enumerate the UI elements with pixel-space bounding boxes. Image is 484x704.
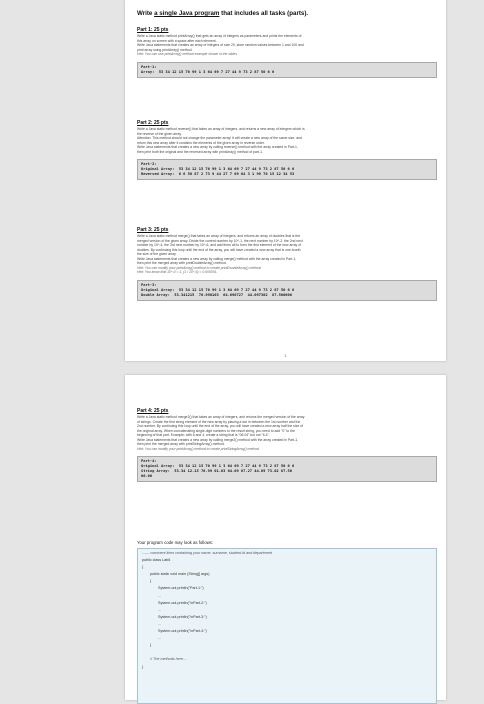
output-line: Double Array: 53.341215 76.990103 64.690727 44.097302 87.500606 [141, 292, 292, 297]
code-line: public static void main (String[] args) [150, 572, 210, 577]
code-line [142, 649, 432, 656]
code-line: ... [158, 593, 162, 598]
instruction-line: Hint: You can use printArray() method example shown in the slides [137, 52, 238, 56]
code-line: public class Lab6 [142, 558, 171, 563]
instruction-line: Hint: You can modify your printArray() method to create printStringArray() method [137, 446, 259, 451]
part-3-section [137, 227, 437, 301]
code-line: ------ comment lines containing your name, surname, student-id and department [142, 551, 272, 555]
part-1-section [137, 27, 437, 78]
code-line: } [150, 643, 152, 648]
output-line: Part-1: [141, 64, 157, 69]
instruction-line: print array using printArray() method. [137, 47, 193, 52]
code-line: // The methods here.... [150, 657, 188, 662]
instruction-line: number by 10^-4, the 3rd next number by 10^-6, and add them all to form the first element of the new array of [137, 243, 301, 247]
sample-output-box [137, 456, 437, 482]
instruction-line: Write a Java static method merge() that takes an array of integers, and returns an array of doubles that is the [137, 234, 301, 238]
code-line: ... [158, 607, 162, 612]
instruction-line: Hint: You know that 10^-0 = 1, (1 / 10^-6) = 0.000001. [137, 270, 218, 274]
instruction-line: of strings. Create the first string element of the new array by placing a dot in between the 1st number and the [137, 419, 301, 424]
code-line: } [142, 664, 144, 669]
instruction-line: Write Java statements that creates a new array by calling merge2() method with the array created in Part-1, [137, 437, 299, 442]
output-line: Original Array: 53 34 12 15 76 99 1 3 64 69 7 27 44 9 73 2 87 50 6 6 [141, 464, 295, 468]
output-line: String Array: 53.34 12.15 76.99 01.03 64.69 07.27 44.09 73.02 87.50 [141, 469, 292, 473]
instruction-line: Hint: You can modify your printArray() method to create printDoubleArray() method [137, 265, 261, 270]
part-2-section [137, 120, 437, 180]
instruction-line: beginning of that part. Example: with 6 and 4, create a string that is "06.04" but not "6.4". [137, 433, 270, 437]
instruction-line: then print both the original and the reversed array with printArray() method of part-1. [137, 149, 263, 154]
sample-output-box [137, 280, 437, 301]
output-line: Part-4: [141, 459, 157, 463]
instruction-line: Write a Java static method printArray() that gets an array of integers as parameters and prints the elements of [137, 34, 302, 38]
code-example-box [137, 548, 437, 704]
part-heading: Part 3: 25 pts [137, 227, 169, 233]
instruction-line: then print the merged array with printDoubleArray() method. [137, 261, 227, 265]
document-page-1 [125, 0, 446, 361]
output-line: Reversed Array: 6 6 50 87 2 73 9 44 27 7 69 64 3 1 99 76 15 12 34 53 [141, 172, 295, 176]
sample-output-box [137, 62, 437, 78]
document-page-2 [125, 375, 446, 700]
instruction-line: Write Java statements that creates a new array by calling reverse() method with the array created in Part-1, [137, 145, 298, 149]
instruction-line: doubles. By continuing this loop until the end of the array, you will have created a new array that is one-fourth [137, 247, 301, 252]
instruction-line: Write Java statements that creates an array of integers of size 20, store random values between 1 and 100 and [137, 43, 304, 47]
instruction-line: 2nd number. By continuing this loop until the end of the array, you will have created a new array half the size of [137, 424, 303, 428]
instruction-line: the reverse of the given array. [137, 131, 182, 136]
code-example-section [137, 540, 437, 704]
instruction-line: the original array. When concatenating single-digit numbers to the result string, you need to add "0" to the [137, 428, 295, 433]
code-line: System.out.println("\nPart-4:") [158, 629, 207, 634]
output-line: 06.06 [141, 474, 153, 478]
instruction-line: Write a Java static method merge2() that takes an array of integers, and returns the merged version of the array [137, 415, 305, 419]
code-line: ... [158, 621, 162, 626]
output-line: Array: 53 34 12 15 76 99 1 3 64 69 7 27 44 9 73 2 87 50 6 6 [141, 69, 275, 74]
instruction-line: Write Java statements that creates a new array by calling merge() method with the array created in Part-1, [137, 256, 297, 261]
code-intro: Your program code may look as follows: [137, 540, 214, 545]
code-line: System.out.println("\nPart-2:") [158, 600, 207, 605]
code-line: { [150, 579, 152, 584]
instruction-line: this array on screen with a space after each element. [137, 38, 217, 43]
part-heading: Part 1: 25 pts [137, 27, 169, 33]
document-title: Write a single Java program that includes all tasks (parts). [137, 10, 309, 17]
instruction-line: then print the merged array with printStringArray() method. [137, 442, 225, 446]
instruction-line: Attention: This method should not change the parameter array! It will create a new array of the same size, and [137, 136, 302, 140]
title-emphasis: a single Java program [154, 10, 220, 17]
instruction-line: return this new array after it contains the elements of the given array in reverse order. [137, 140, 265, 145]
part-heading: Part 2: 25 pts [137, 120, 169, 126]
instruction-line: Write a Java static method reverse() that takes an array of integers, and returns a new array of integers which is [137, 127, 305, 131]
sample-output-box [137, 159, 437, 180]
page-number: 1 [284, 353, 287, 358]
output-line: Original Array: 53 34 12 15 76 99 1 3 64 69 7 27 44 9 73 2 87 50 6 6 [141, 287, 295, 292]
code-line: { [142, 565, 144, 570]
code-line: ... [158, 636, 162, 641]
output-line: Part-3: [141, 282, 157, 287]
output-line: Original Array: 53 34 12 15 76 99 1 3 64 69 7 27 44 9 73 2 87 50 6 6 [141, 167, 295, 171]
output-line: Part-2: [141, 162, 157, 166]
part-4-section [137, 408, 437, 482]
instruction-line: the size of the given array. [137, 252, 177, 256]
part-heading: Part 4: 25 pts [137, 408, 169, 414]
code-line: System.out.println("\nPart-3:") [158, 614, 207, 619]
code-line: System.out.println("Part-1:") [158, 586, 204, 591]
instruction-line: merged version of the given array. Divide the current number by 10^-1, the next number by 10^-2, the 2nd next [137, 238, 303, 243]
